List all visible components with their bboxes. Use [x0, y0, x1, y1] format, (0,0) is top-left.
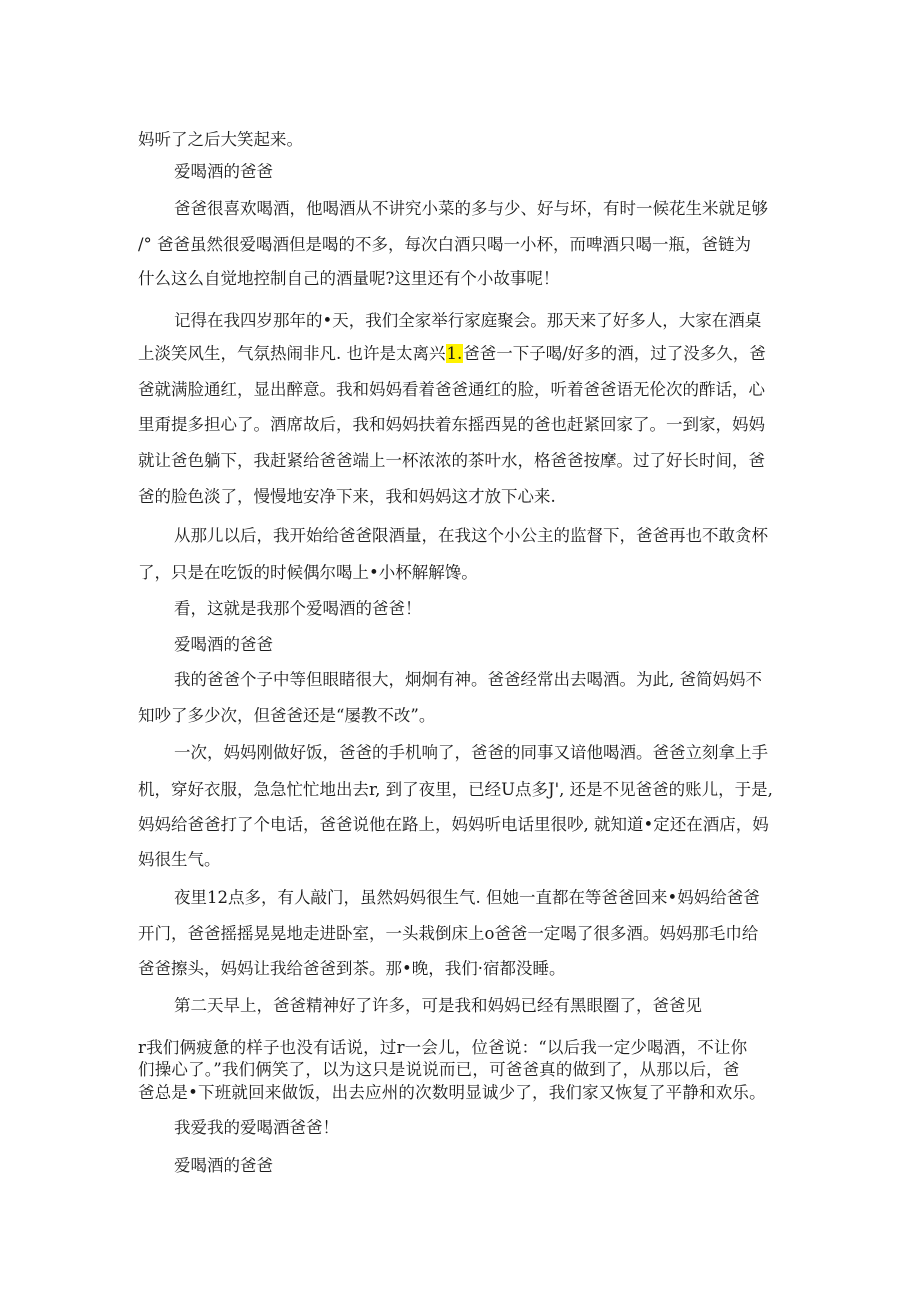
section-title: 爱喝酒的爸爸	[174, 635, 273, 654]
paragraph-line: 我的爸爸个子中等但眼睹很大，炯炯有神。爸爸经常出去喝酒。为此, 爸简妈妈不	[174, 670, 762, 689]
paragraph-line: 开门，爸爸摇摇晃晃地走进卧室，一头栽倒床上o爸爸一定喝了很多酒。妈妈那毛巾给	[138, 924, 759, 943]
paragraph-line: r我们俩疲惫的样子也没有话说，过r一会儿，位爸说：“以后我一定少喝酒，不让你	[138, 1038, 748, 1057]
paragraph-line: 记得在我四岁那年的•天，我们全家举行家庭聚会。那天来了好多人，大家在酒桌	[174, 311, 762, 330]
paragraph-line: 知吵了多少次，但爸爸还是“屡教不改”。	[138, 706, 436, 725]
section-title: 爱喝酒的爸爸	[174, 162, 273, 181]
paragraph-line: 了，只是在吃饭的时候偶尔喝上•小杯解解馋。	[138, 563, 478, 582]
highlighted-text: 1.	[446, 344, 463, 363]
paragraph-line: 妈妈给爸爸打了个电话，爸爸说他在路上，妈妈听电话里很吵, 就知道•定还在酒店，妈	[138, 815, 769, 834]
paragraph-line	[138, 346, 766, 363]
paragraph-line: 从那儿以后，我开始给爸爸限酒量，在我这个小公主的监督下，爸爸再也不敢贪杯	[174, 526, 768, 545]
paragraph-line: 看，这就是我那个爱喝酒的爸爸！	[174, 599, 422, 618]
paragraph-line: 妈听了之后大笑起来。	[138, 130, 303, 149]
paragraph-line: 爸爸擦头，妈妈让我给爸爸到茶。那•晚，我们·宿都没睡。	[138, 959, 566, 978]
paragraph-line: /° 爸爸虽然很爱喝酒但是喝的不多，每次白酒只喝一小杯，而啤酒只喝一瓶，爸链为	[138, 235, 752, 254]
paragraph-line: 爸的脸色淡了，慢慢地安净下来，我和妈妈这才放下心来.	[138, 487, 556, 506]
line-text: 上淡笑风生，气氛热闹非凡. 也许是太离兴	[138, 344, 446, 363]
paragraph-line: 我爱我的爱喝酒爸爸！	[174, 1118, 339, 1137]
line-text: 爸爸一下子喝/好多的酒，过了没多久，爸	[463, 344, 766, 363]
paragraph-line: 什么这么自觉地控制自己的酒量呢?这里还有个小故事呢！	[138, 269, 560, 288]
paragraph-line: 就让爸色躺下，我赶紧给爸爸端上一杯浓浓的茶叶水，格爸爸按摩。过了好长时间，爸	[138, 451, 765, 470]
paragraph-line: 一次，妈妈刚做好饭，爸爸的手机响了，爸爸的同事又谙他喝酒。爸爸立刻拿上手	[174, 743, 768, 762]
paragraph-line: 妈很生气。	[138, 850, 221, 869]
paragraph-line: 爸就满脸通红，显出醉意。我和妈妈看着爸爸通红的脸，听着爸爸语无伦次的酢话，心	[138, 380, 765, 399]
paragraph-line: 们操心了。”我们俩笑了，以为这只是说说而已，可爸爸真的做到了，从那以后，爸	[138, 1060, 740, 1079]
paragraph-line: 机，穿好衣服，急急忙忙地出去r, 到了夜里，已经U点多J', 还是不见爸爸的账儿，于是,	[138, 780, 773, 799]
paragraph-line: 第二天早上，爸爸精神好了许多，可是我和妈妈已经有黑眼圈了，爸爸见	[174, 996, 702, 1015]
paragraph-line: 里甭提多担心了。酒席故后，我和妈妈扶着东摇西晃的爸也赶紧回家了。一到家，妈妈	[138, 415, 765, 434]
paragraph-line: 爸爸很喜欢喝酒，他喝酒从不讲究小菜的多与少、好与坏，有时一候花生米就足够	[174, 199, 768, 218]
paragraph-line: 爸总是•下班就回来做饭，出去应州的次数明显诚少了，我们家又恢复了平静和欢乐。	[138, 1083, 766, 1102]
paragraph-line: 夜里12点多，有人敲门，虽然妈妈很生气. 但她一直都在等爸爸回来•妈妈给爸爸	[174, 888, 760, 907]
section-title: 爱喝酒的爸爸	[174, 1156, 273, 1175]
